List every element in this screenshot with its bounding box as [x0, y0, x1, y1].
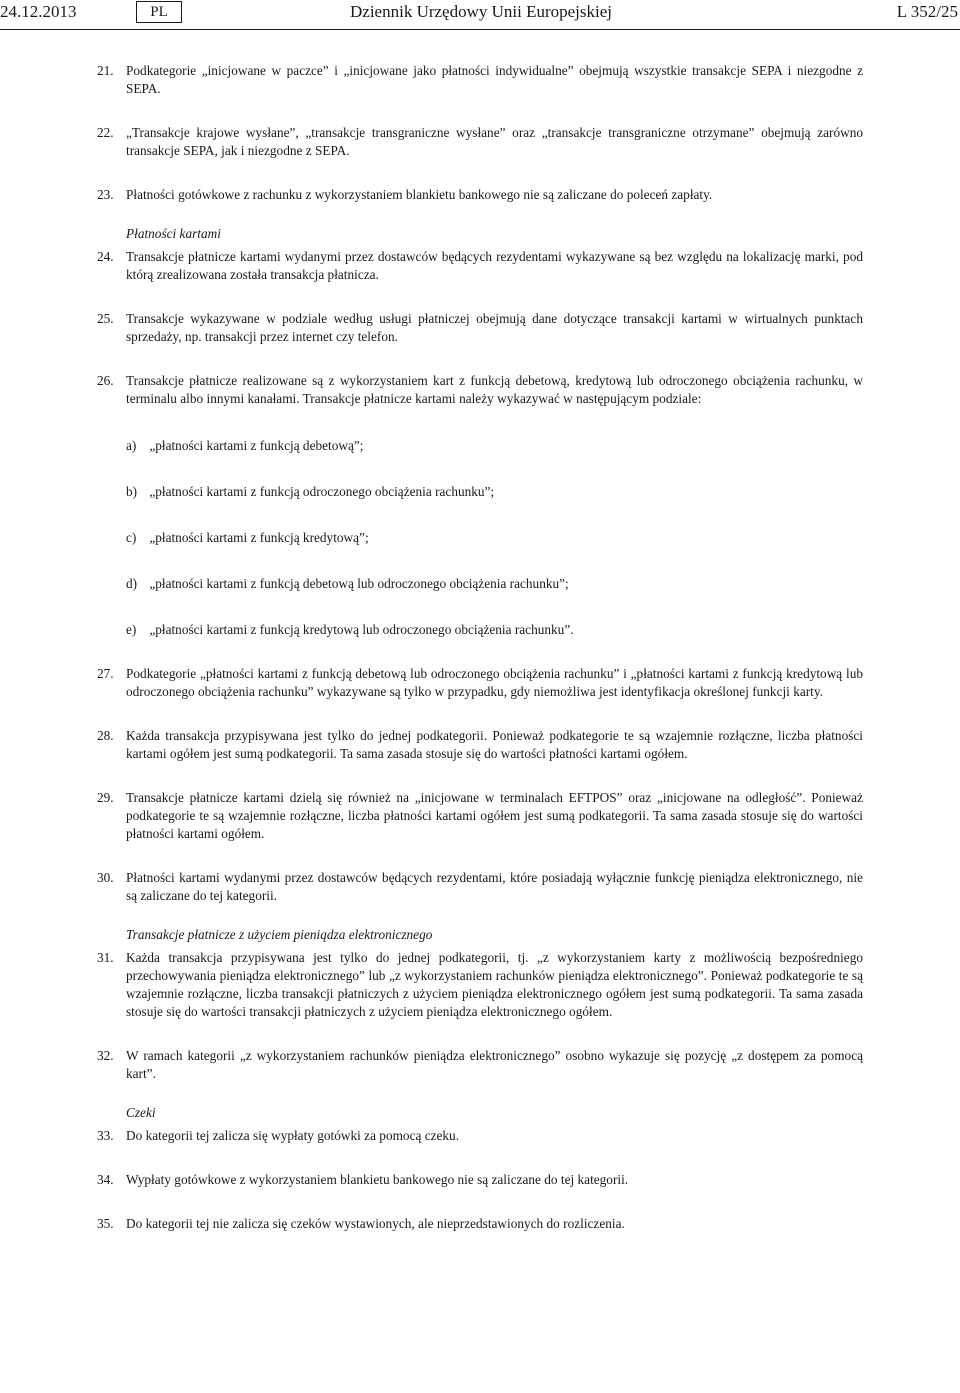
list-item-c [97, 529, 863, 547]
page-reference: L 352/25 [896, 2, 958, 21]
list-item-text: „płatności kartami z funkcją debetową”; [149, 438, 364, 453]
list-item-text: „płatności kartami z funkcją kredytową”; [149, 530, 369, 545]
list-item-text: „płatności kartami z funkcją odroczonego obciążenia rachunku”; [149, 484, 495, 499]
list-item-d [97, 575, 863, 593]
paragraph-23 [97, 186, 863, 204]
paragraph-25 [97, 310, 863, 346]
journal-title: Dziennik Urzędowy Unii Europejskiej [350, 2, 613, 21]
page-header [0, 0, 960, 30]
paragraph-text: Podkategorie „płatności kartami z funkcją debetową lub odroczonego obciążenia rachunku” i „płatności kartami z funkcją kredytową lub odroczonego obciążenia rachunku” wykazywane są tylko w przypadku, gdy niemożliwa jest identyfikacja określonej funkcji karty. [126, 666, 863, 699]
paragraph-text: Każda transakcja przypisywana jest tylko do jednej podkategorii. Ponieważ podkategorie te są wzajemnie rozłączne, liczba płatności kartami ogółem jest sumą podkategorii. Ta sama zasada stosuje się do wartości płatności kartami ogółem. [126, 728, 863, 761]
paragraph-number: 27. [97, 666, 114, 681]
list-item-label: b) [126, 484, 138, 499]
paragraph-26 [97, 372, 863, 408]
paragraph-number: 31. [97, 950, 114, 965]
paragraph-29 [97, 789, 863, 843]
publication-date: 24.12.2013 [0, 2, 77, 21]
subheading-card-payments: Płatności kartami [126, 226, 221, 241]
paragraph-text: „Transakcje krajowe wysłane”, „transakcje transgraniczne wysłane” oraz „transakcje transgraniczne otrzymane” obejmują zarówno transakcje SEPA, jak i niezgodne z SEPA. [126, 125, 863, 158]
paragraph-number: 23. [97, 187, 114, 202]
paragraph-text: Transakcje wykazywane w podziale według usługi płatniczej obejmują dane dotyczące transakcji kartami w wirtualnych punktach sprzedaży, np. transakcji przez internet czy telefon. [126, 311, 863, 344]
paragraph-text: Transakcje płatnicze realizowane są z wykorzystaniem kart z funkcją debetową, kredytową lub odroczonego obciążenia rachunku, w terminalu albo innymi kanałami. Transakcje płatnicze kartami należy wykazywać w następującym podziale: [126, 373, 863, 406]
paragraph-text: Transakcje płatnicze kartami wydanymi przez dostawców będących rezydentami wykazywane są bez względu na lokalizację marki, pod którą zrealizowana została transakcja płatnicza. [126, 249, 863, 282]
list-item-e [97, 621, 863, 639]
paragraph-24 [97, 248, 863, 284]
paragraph-number: 35. [97, 1216, 114, 1231]
paragraph-33 [97, 1127, 863, 1145]
list-item-b [97, 483, 863, 501]
paragraph-text: Płatności kartami wydanymi przez dostawców będących rezydentami, które posiadają wyłącznie funkcję pieniądza elektronicznego, nie są zaliczane do tej kategorii. [126, 870, 863, 903]
list-item-text: „płatności kartami z funkcją kredytową lub odroczonego obciążenia rachunku”. [149, 622, 574, 637]
paragraph-number: 30. [97, 870, 114, 885]
paragraph-text: Płatności gotówkowe z rachunku z wykorzystaniem blankietu bankowego nie są zaliczane do poleceń zapłaty. [126, 187, 713, 202]
paragraph-number: 25. [97, 311, 114, 326]
paragraph-28 [97, 727, 863, 763]
language-code-box: PL [136, 1, 182, 23]
paragraph-31 [97, 949, 863, 1021]
paragraph-27 [97, 665, 863, 701]
paragraph-text: Wypłaty gotówkowe z wykorzystaniem blankietu bankowego nie są zaliczane do tej kategorii. [126, 1172, 629, 1187]
paragraph-34 [97, 1171, 863, 1189]
paragraph-number: 29. [97, 790, 114, 805]
paragraph-number: 22. [97, 125, 114, 140]
paragraph-text: W ramach kategorii „z wykorzystaniem rachunków pieniądza elektronicznego” osobno wykazuje się pozycję „z dostępem za pomocą kart”. [126, 1048, 863, 1081]
paragraph-21 [97, 62, 863, 98]
paragraph-32 [97, 1047, 863, 1083]
list-item-label: d) [126, 576, 138, 591]
paragraph-number: 32. [97, 1048, 114, 1063]
paragraph-number: 28. [97, 728, 114, 743]
list-item-a [97, 437, 863, 455]
paragraph-number: 26. [97, 373, 114, 388]
paragraph-22 [97, 124, 863, 160]
paragraph-number: 34. [97, 1172, 114, 1187]
list-item-text: „płatności kartami z funkcją debetową lub odroczonego obciążenia rachunku”; [149, 576, 569, 591]
paragraph-number: 21. [97, 63, 114, 78]
paragraph-30 [97, 869, 863, 905]
paragraph-number: 24. [97, 249, 114, 264]
header-rule [0, 29, 960, 30]
list-item-label: e) [126, 622, 137, 637]
document-body [97, 62, 863, 1233]
subheading-cheques: Czeki [126, 1105, 156, 1120]
paragraph-text: Do kategorii tej zalicza się wypłaty gotówki za pomocą czeku. [126, 1128, 460, 1143]
paragraph-number: 33. [97, 1128, 114, 1143]
list-item-label: c) [126, 530, 137, 545]
subheading-e-money: Transakcje płatnicze z użyciem pieniądza elektronicznego [126, 927, 433, 942]
paragraph-text: Podkategorie „inicjowane w paczce” i „inicjowane jako płatności indywidualne” obejmują wszystkie transakcje SEPA i niezgodne z SEPA. [126, 63, 863, 96]
paragraph-text: Do kategorii tej nie zalicza się czeków wystawionych, ale nieprzedstawionych do rozliczenia. [126, 1216, 625, 1231]
list-item-label: a) [126, 438, 137, 453]
paragraph-35 [97, 1215, 863, 1233]
paragraph-text: Transakcje płatnicze kartami dzielą się również na „inicjowane w terminalach EFTPOS” oraz „inicjowane na odległość”. Ponieważ podkategorie te są wzajemnie rozłączne, liczba płatności kartami ogółem jest sumą podkategorii. Ta sama zasada stosuje się do wartości płatności kartami ogółem. [126, 790, 863, 841]
paragraph-text: Każda transakcja przypisywana jest tylko do jednej podkategorii, tj. „z wykorzystaniem karty z możliwością bezpośredniego przechowywania pieniądza elektronicznego” lub „z wykorzystaniem rachunków pieniądza elektronicznego”. Ponieważ podkategorie te są wzajemnie rozłączne, liczba transakcji płatniczych z użyciem pieniądza elektronicznego ogółem jest sumą podkategorii. Ta sama zasada stosuje się do wartości transakcji płatniczych z użyciem pieniądza elektronicznego ogółem. [126, 950, 863, 1019]
